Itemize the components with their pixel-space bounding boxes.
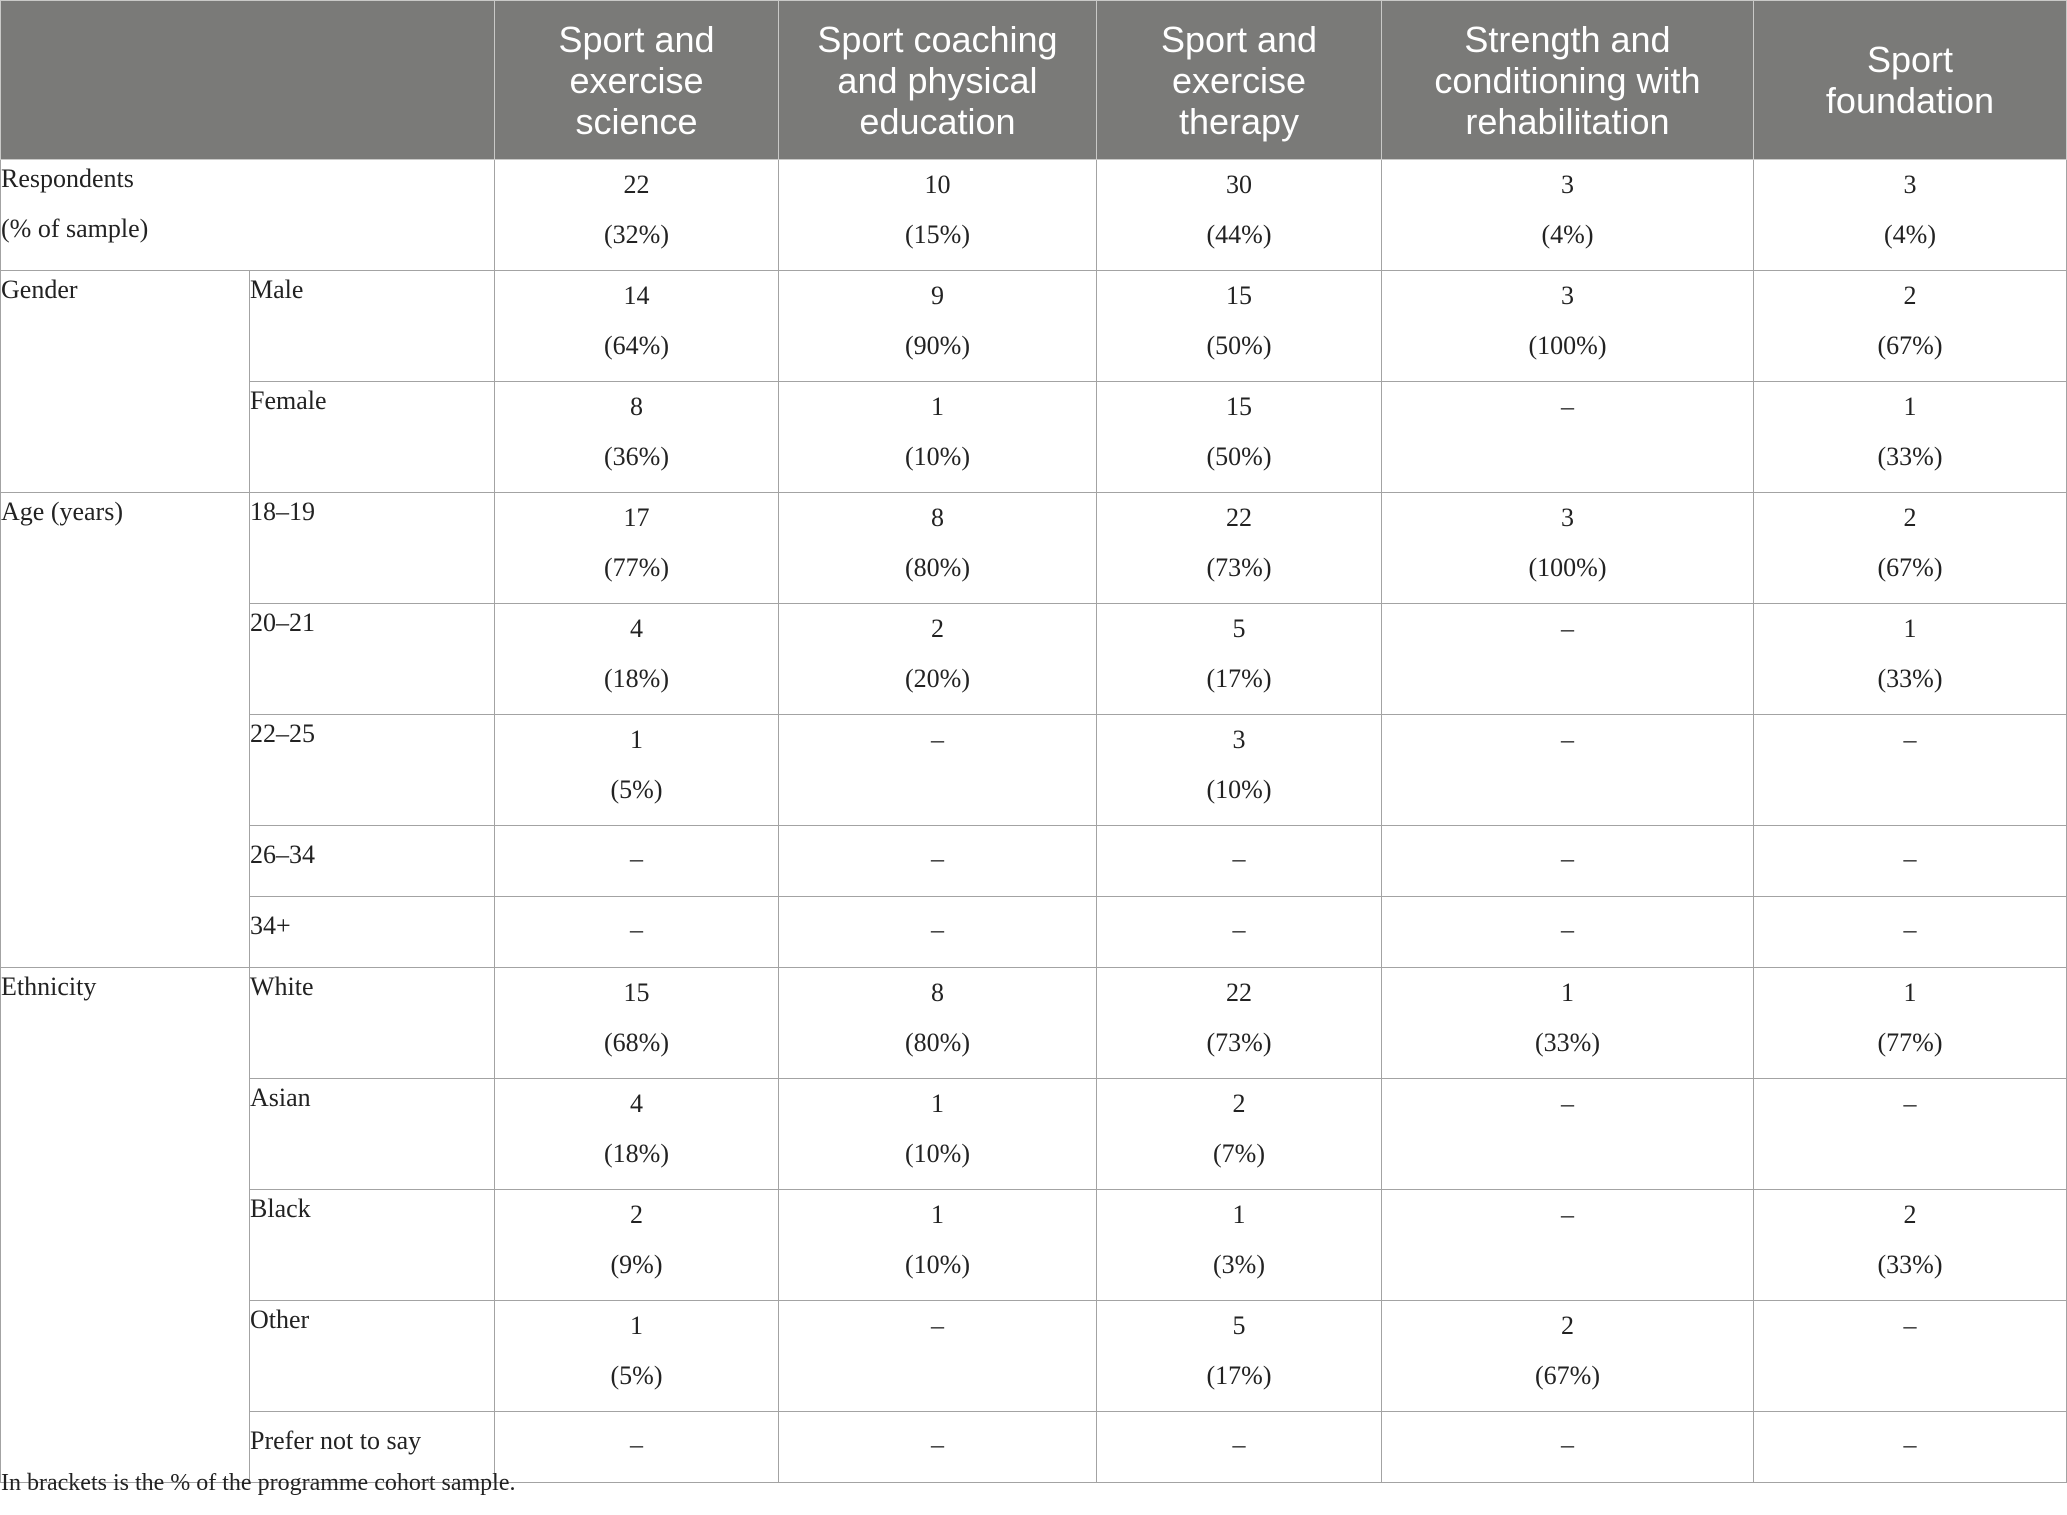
cell-count: 15 [1226,281,1252,310]
table-cell [779,897,1097,968]
cell-count: 15 [623,978,650,1007]
cell-percent: (68%) [604,1028,669,1057]
cell-percent: (100%) [1528,331,1607,360]
group-label [1,493,250,968]
column-header: Strength and conditioning with rehabilitation [1382,1,1754,160]
cell-percent: (32%) [604,220,669,249]
column-header: Sport and exercise science [495,1,779,160]
row-label-text: 34+ [250,911,291,940]
cell-count: 14 [623,281,650,310]
table-cell [495,897,779,968]
cell-count: – [1903,844,1917,873]
table-cell [1754,826,2067,897]
cell-percent: (73%) [1206,1028,1272,1057]
table-cell [1754,1412,2067,1483]
table-footnote: In brackets is the % of the programme cohort sample. [1,1470,516,1496]
cell-count: 17 [623,503,650,532]
table-cell [1754,897,2067,968]
row-label [250,493,495,604]
table-cell [1097,382,1382,493]
cell-count: 22 [623,170,650,199]
table-cell [779,715,1097,826]
cell-percent: (80%) [905,1028,970,1057]
row-label [250,968,495,1079]
cell-percent: (36%) [604,442,669,471]
table-cell [779,160,1097,271]
cell-count: – [1561,614,1574,643]
cell-count: 8 [630,392,643,421]
table-cell [1382,826,1754,897]
cell-percent: (18%) [604,1139,669,1168]
cell-percent: (4%) [1884,220,1936,249]
cell-percent: (64%) [604,331,669,360]
cell-count: 1 [931,392,944,421]
row-label-text: Black [250,1194,311,1223]
cell-count: 5 [1232,614,1246,643]
table-header [1,1,2067,160]
row-label [250,897,495,968]
table-cell [1097,1079,1382,1190]
table-cell [1382,968,1754,1079]
table-cell [495,1190,779,1301]
row-label-text: 18–19 [250,497,315,526]
cell-percent: (44%) [1206,220,1272,249]
cell-count: – [630,915,643,944]
table-cell [1382,1412,1754,1483]
cell-count: 4 [630,614,643,643]
cell-count: 22 [1226,503,1252,532]
cell-count: 1 [1903,978,1917,1007]
table-cell [495,493,779,604]
cell-percent: (80%) [905,553,970,582]
cell-percent: (18%) [604,664,669,693]
table-cell [779,1079,1097,1190]
row-label [250,604,495,715]
cell-percent: (20%) [905,664,970,693]
row-label [250,1079,495,1190]
table-row [1,715,2067,826]
cell-count: 3 [1903,170,1917,199]
table-cell [495,382,779,493]
table-cell [779,826,1097,897]
row-label-text: Prefer not to say [250,1426,422,1455]
table-cell [1097,1412,1382,1483]
table-cell [495,1412,779,1483]
table-cell [1382,493,1754,604]
table-cell [1382,1301,1754,1412]
cell-count: 2 [1903,1200,1917,1229]
table-cell [495,160,779,271]
cell-count: – [1561,1089,1574,1118]
cell-count: – [1232,1430,1246,1459]
cell-percent: (17%) [1206,664,1272,693]
cell-percent: (33%) [1877,1250,1943,1279]
cell-percent: (33%) [1877,442,1943,471]
cell-percent: (10%) [905,442,970,471]
cell-count: 3 [1232,725,1246,754]
row-label-text: 20–21 [250,608,315,637]
cell-count: 22 [1226,978,1252,1007]
table-cell [1382,271,1754,382]
table-cell [1382,382,1754,493]
cell-count: – [1903,1311,1917,1340]
table-cell [1097,897,1382,968]
table-cell [1097,1190,1382,1301]
table-cell [1097,715,1382,826]
cell-percent: (50%) [1206,331,1272,360]
table-cell [1097,604,1382,715]
row-label [250,1301,495,1412]
cell-count: 1 [931,1089,944,1118]
row-label-text: Female [250,386,327,415]
column-header: Sport foundation [1754,1,2067,160]
group-label [1,271,250,493]
group-label-text: Ethnicity [1,972,97,1001]
row-label [250,382,495,493]
group-label [1,968,250,1483]
cell-count: 15 [1226,392,1252,421]
cell-count: 2 [1903,503,1917,532]
table-cell [495,1301,779,1412]
table-cell [1754,1079,2067,1190]
cell-count: 10 [924,170,951,199]
row-label-text: Other [250,1305,310,1334]
table-cell [779,271,1097,382]
table-body [1,160,2067,1483]
table-row [1,1301,2067,1412]
cell-count: 1 [630,725,643,754]
cell-percent: (3%) [1213,1250,1265,1279]
row-label-text: Male [250,275,304,304]
table-row [1,493,2067,604]
table-cell [495,715,779,826]
cell-count: 3 [1561,503,1574,532]
cell-count: 2 [1903,281,1917,310]
cell-percent: (4%) [1541,220,1594,249]
table-cell [1382,604,1754,715]
table-cell [1097,271,1382,382]
table-cell [1382,1079,1754,1190]
cell-count: 1 [1561,978,1574,1007]
table-row [1,897,2067,968]
table-cell [1754,968,2067,1079]
row-label [250,715,495,826]
table-cell [495,271,779,382]
cell-count: – [931,844,944,873]
cell-count: – [931,1311,944,1340]
cell-count: 1 [1903,392,1917,421]
group-label-text: Gender [1,275,78,304]
respondents-label-line1: Respondents [1,164,134,193]
cell-count: 2 [1561,1311,1574,1340]
column-header: Sport coaching and physical education [779,1,1097,160]
row-label [250,826,495,897]
table-cell [495,826,779,897]
cell-percent: (9%) [610,1250,663,1279]
table-cell [1097,1301,1382,1412]
cell-count: – [1561,844,1574,873]
cell-count: 8 [931,503,944,532]
table-cell [1754,160,2067,271]
table-cell [1382,897,1754,968]
table-cell [1097,826,1382,897]
cell-count: – [1903,915,1917,944]
cell-count: 1 [1232,1200,1246,1229]
cell-percent: (77%) [1877,1028,1943,1057]
cell-count: – [1561,392,1574,421]
table-cell [779,1301,1097,1412]
table-cell [1754,715,2067,826]
cell-percent: (77%) [604,553,669,582]
cell-count: – [1561,1430,1574,1459]
table-cell [1754,1301,2067,1412]
respondents-label [1,160,495,271]
group-label-text: Age (years) [1,497,123,526]
table-cell [1382,1190,1754,1301]
cell-count: – [1903,1430,1917,1459]
table-cell [1097,493,1382,604]
table-cell [779,968,1097,1079]
cell-count: 8 [931,978,944,1007]
table-cell [495,604,779,715]
cell-count: – [931,1430,944,1459]
cell-percent: (67%) [1877,553,1943,582]
table-cell [779,1412,1097,1483]
cell-percent: (17%) [1206,1361,1272,1390]
table-cell [1754,604,2067,715]
cell-percent: (10%) [1206,775,1272,804]
cell-count: – [931,725,944,754]
cell-percent: (50%) [1206,442,1272,471]
cell-percent: (67%) [1535,1361,1600,1390]
cell-count: – [1561,1200,1574,1229]
column-header: Sport and exercise therapy [1097,1,1382,160]
cell-percent: (90%) [905,331,970,360]
table-cell [1754,271,2067,382]
cell-percent: (10%) [905,1139,970,1168]
cell-percent: (33%) [1535,1028,1600,1057]
row-label-text: White [250,972,314,1001]
cell-count: – [1903,1089,1917,1118]
row-label-text: 22–25 [250,719,315,748]
cell-count: 4 [630,1089,643,1118]
cell-count: 5 [1232,1311,1246,1340]
cell-percent: (5%) [610,1361,663,1390]
cell-percent: (100%) [1528,553,1607,582]
row-label [250,271,495,382]
cell-count: – [1903,725,1917,754]
cell-count: – [1232,844,1246,873]
cell-count: 1 [630,1311,643,1340]
table-cell [779,1190,1097,1301]
cell-count: – [1561,915,1574,944]
cell-count: 2 [1232,1089,1246,1118]
cell-percent: (67%) [1877,331,1943,360]
table-cell [495,968,779,1079]
header-blank-cell [1,1,495,160]
cell-count: 2 [630,1200,643,1229]
cell-percent: (33%) [1877,664,1943,693]
header-row [1,1,2067,160]
cell-count: – [630,844,643,873]
respondents-label-line2: (% of sample) [1,214,149,243]
table-cell [1754,382,2067,493]
table-cell [1097,968,1382,1079]
table-cell [779,604,1097,715]
table-row [1,1190,2067,1301]
cell-count: 2 [931,614,944,643]
cell-count: 1 [931,1200,944,1229]
row-label-text: Asian [250,1083,311,1112]
cell-count: 9 [931,281,944,310]
table-row-respondents [1,160,2067,271]
cell-count: 3 [1561,170,1574,199]
table-cell [1097,160,1382,271]
table-row [1,382,2067,493]
table-cell [1382,715,1754,826]
cell-percent: (5%) [610,775,663,804]
cell-count: – [1232,915,1246,944]
table-row [1,826,2067,897]
cell-count: – [931,915,944,944]
table-row [1,604,2067,715]
cell-count: – [630,1430,643,1459]
table-row [1,1079,2067,1190]
row-label-text: 26–34 [250,840,315,869]
row-label [250,1190,495,1301]
table-cell [1754,1190,2067,1301]
table-row [1,968,2067,1079]
table-cell [495,1079,779,1190]
cell-percent: (73%) [1206,553,1272,582]
table-row [1,271,2067,382]
table-cell [779,382,1097,493]
cell-count: – [1561,725,1574,754]
cell-percent: (7%) [1213,1139,1265,1168]
cell-percent: (10%) [905,1250,970,1279]
table-cell [1754,493,2067,604]
table-cell [1382,160,1754,271]
cell-count: 3 [1561,281,1574,310]
cell-count: 1 [1903,614,1917,643]
cell-count: 30 [1226,170,1252,199]
table-cell [779,493,1097,604]
cell-percent: (15%) [905,220,970,249]
